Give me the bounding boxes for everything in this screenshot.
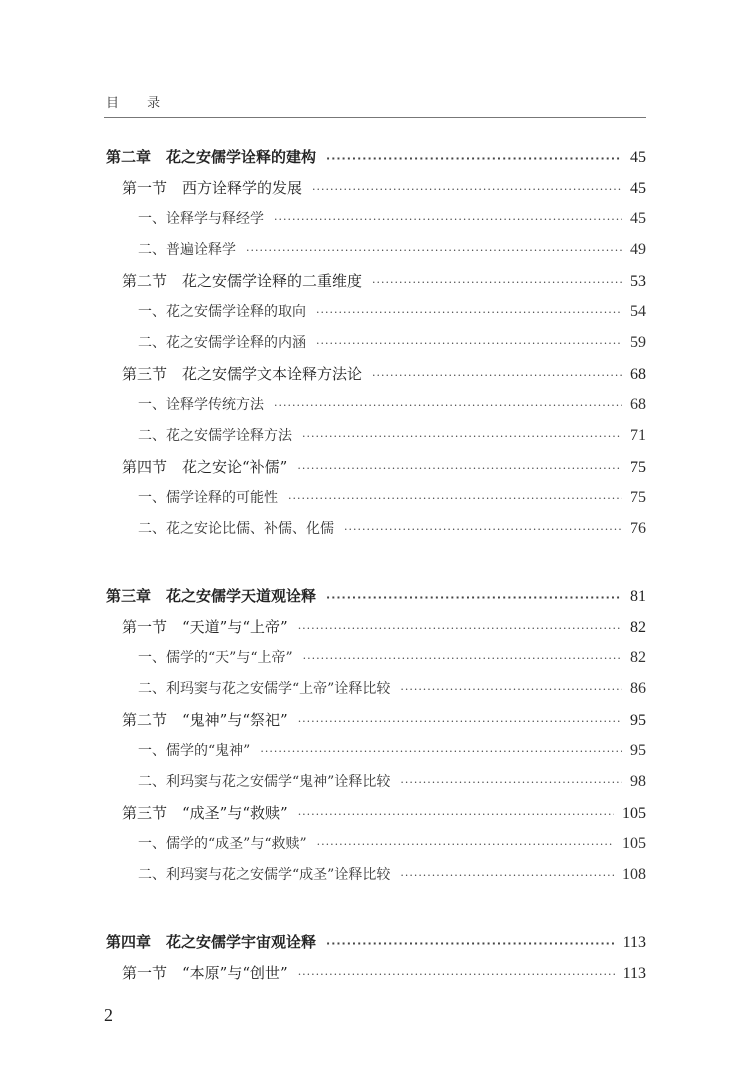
- dot-leader: [400, 678, 622, 702]
- toc-entry-title: 二、利玛窦与花之安儒学“上帝”诠释比较: [138, 681, 391, 697]
- toc-entry-title: 第一节 “天道”与“上帝”: [122, 618, 288, 636]
- toc-entry-page: 113: [622, 934, 646, 951]
- dot-leader: [297, 457, 622, 481]
- toc-entry-page: 45: [630, 210, 646, 227]
- toc-entry-page: 68: [630, 396, 646, 413]
- dot-leader: [326, 932, 615, 956]
- toc-entry-page: 105: [622, 835, 646, 852]
- toc-entry-title: 一、诠释学传统方法: [138, 397, 264, 413]
- toc-entry-sub[interactable]: [138, 207, 646, 231]
- toc-entry-section[interactable]: [122, 615, 646, 639]
- toc-entry-title: 第二节 花之安儒学诠释的二重维度: [122, 272, 363, 290]
- toc-entry-sub[interactable]: [138, 832, 646, 856]
- toc-entry-page: 82: [630, 649, 646, 666]
- toc-entry-title: 第三节 “成圣”与“救赎”: [122, 804, 288, 822]
- toc-entry-title: 二、花之安论比儒、补儒、化儒: [138, 521, 334, 537]
- toc-entry-page: 68: [630, 366, 646, 383]
- dot-leader: [298, 710, 622, 734]
- toc-entry-chapter[interactable]: [106, 930, 646, 954]
- toc-entry-page: 75: [630, 489, 646, 506]
- toc-entry-section[interactable]: [122, 362, 646, 386]
- dot-leader: [288, 487, 622, 511]
- toc-entry-section[interactable]: [122, 708, 646, 732]
- dot-leader: [316, 301, 622, 325]
- toc-entry-section[interactable]: [122, 801, 646, 825]
- toc-entry-section[interactable]: [122, 176, 646, 200]
- dot-leader: [344, 518, 622, 542]
- toc-entry-sub[interactable]: [138, 486, 646, 510]
- toc-entry-chapter[interactable]: [106, 145, 646, 169]
- dot-leader: [400, 864, 614, 888]
- toc-entry-page: 81: [630, 588, 646, 605]
- toc-entry-page: 71: [630, 427, 646, 444]
- toc-entry-sub[interactable]: [138, 646, 646, 670]
- dot-leader: [298, 617, 622, 641]
- toc-entry-page: 95: [630, 742, 646, 759]
- toc-entry-title: 一、诠释学与释经学: [138, 211, 264, 227]
- dot-leader: [372, 271, 622, 295]
- toc-entry-sub[interactable]: [138, 331, 646, 355]
- toc-entry-title: 一、儒学的“成圣”与“救赎”: [138, 836, 307, 852]
- dot-leader: [372, 364, 622, 388]
- toc-entry-section[interactable]: [122, 269, 646, 293]
- toc-entry-sub[interactable]: [138, 424, 646, 448]
- dot-leader: [303, 647, 622, 671]
- dot-leader: [326, 147, 622, 171]
- dot-leader: [312, 178, 622, 202]
- toc-entry-page: 105: [622, 805, 646, 822]
- toc-entry-page: 108: [622, 866, 646, 883]
- toc-entry-title: 二、花之安儒学诠释方法: [138, 428, 292, 444]
- toc-entry-page: 75: [630, 459, 646, 476]
- toc-entry-title: 二、普遍诠释学: [138, 242, 236, 258]
- dot-leader: [274, 394, 622, 418]
- toc-entry-title: 一、儒学的“天”与“上帝”: [138, 650, 293, 666]
- toc-entry-sub[interactable]: [138, 300, 646, 324]
- page-number: 2: [104, 1005, 113, 1025]
- toc-entry-page: 53: [630, 273, 646, 290]
- dot-leader: [260, 740, 622, 764]
- toc-entry-title: 第四节 花之安论“补儒”: [122, 458, 288, 476]
- toc-entry-page: 49: [630, 241, 646, 258]
- running-head: 目 录: [106, 96, 173, 111]
- toc-entry-title: 一、儒学诠释的可能性: [138, 490, 278, 506]
- toc-entry-section[interactable]: [122, 961, 646, 985]
- dot-leader: [400, 771, 622, 795]
- toc-entry-title: 第一节 西方诠释学的发展: [122, 179, 303, 197]
- dot-leader: [316, 332, 622, 356]
- header-rule: [104, 117, 646, 118]
- toc-entry-sub[interactable]: [138, 863, 646, 887]
- toc-entry-title: 二、利玛窦与花之安儒学“鬼神”诠释比较: [138, 774, 391, 790]
- toc-entry-page: 98: [630, 773, 646, 790]
- toc-entry-sub[interactable]: [138, 517, 646, 541]
- toc-entry-chapter[interactable]: [106, 584, 646, 608]
- toc-entry-title: 二、利玛窦与花之安儒学“成圣”诠释比较: [138, 867, 391, 883]
- toc-entry-page: 45: [630, 149, 646, 166]
- toc-entry-page: 45: [630, 180, 646, 197]
- toc-entry-sub[interactable]: [138, 238, 646, 262]
- dot-leader: [246, 239, 622, 263]
- toc-entry-title: 第四章 花之安儒学宇宙观诠释: [106, 933, 317, 951]
- dot-leader: [326, 586, 622, 610]
- toc-entry-section[interactable]: [122, 455, 646, 479]
- toc-entry-page: 86: [630, 680, 646, 697]
- toc-entry-title: 第二节 “鬼神”与“祭祀”: [122, 711, 288, 729]
- toc-entry-page: 54: [630, 303, 646, 320]
- toc-entry-title: 第三章 花之安儒学天道观诠释: [106, 587, 317, 605]
- toc-entry-page: 82: [630, 619, 646, 636]
- toc-entry-sub[interactable]: [138, 393, 646, 417]
- toc-entry-title: 二、花之安儒学诠释的内涵: [138, 335, 306, 351]
- toc-entry-title: 第二章 花之安儒学诠释的建构: [106, 148, 317, 166]
- toc-entry-title: 一、儒学的“鬼神”: [138, 743, 251, 759]
- dot-leader: [302, 425, 622, 449]
- toc-entry-page: 76: [630, 520, 646, 537]
- toc-entry-sub[interactable]: [138, 677, 646, 701]
- toc-entry-title: 第一节 “本原”与“创世”: [122, 964, 288, 982]
- dot-leader: [274, 208, 622, 232]
- dot-leader: [298, 963, 615, 987]
- toc-entry-page: 59: [630, 334, 646, 351]
- toc-entry-title: 一、花之安儒学诠释的取向: [138, 304, 306, 320]
- toc-entry-page: 95: [630, 712, 646, 729]
- toc-entry-title: 第三节 花之安儒学文本诠释方法论: [122, 365, 363, 383]
- toc-entry-page: 113: [622, 965, 646, 982]
- toc-entry-sub[interactable]: [138, 739, 646, 763]
- toc-entry-sub[interactable]: [138, 770, 646, 794]
- dot-leader: [317, 833, 614, 857]
- dot-leader: [298, 803, 614, 827]
